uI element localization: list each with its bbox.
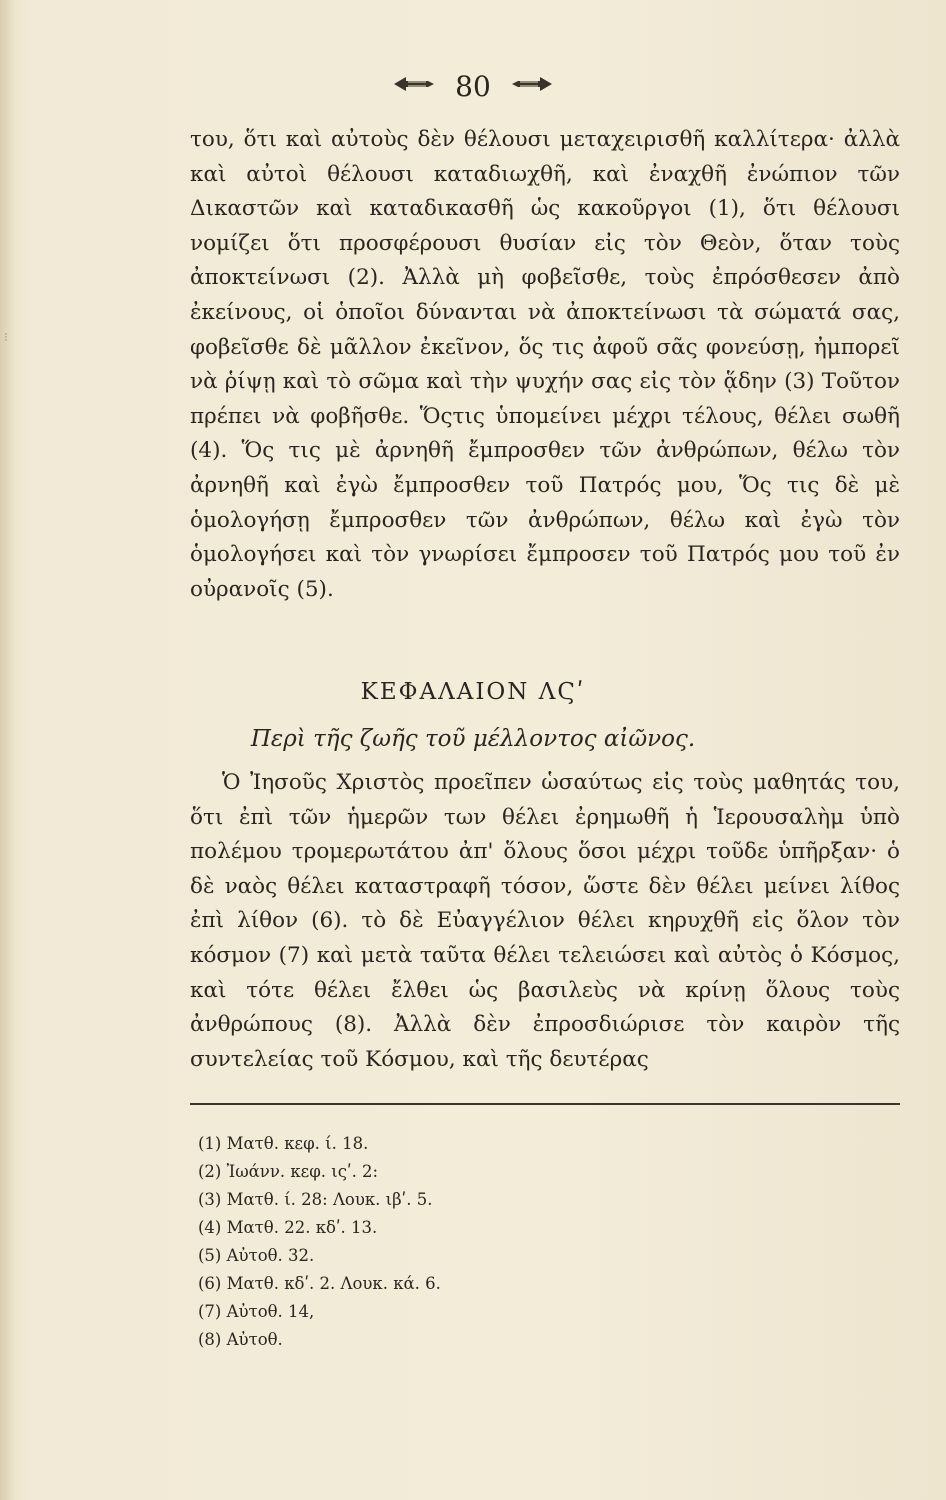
chapter-subtitle: Περὶ τῆς ζωῆς τοῦ μέλλοντος αἰῶνος. [250,726,696,752]
footnote: (6) Ματθ. κδʹ. 2. Λουκ. κά. 6. [198,1274,441,1293]
footnote: (7) Αὐτοθ. 14, [198,1302,315,1321]
footnote: (8) Αὐτοθ. [198,1330,283,1349]
footnote-divider [190,1103,900,1105]
body-paragraph-continued: του, ὅτι καὶ αὐτοὺς δὲν θέλουσι μεταχειρισθῆ καλλίτερα· ἀλλὰ καὶ αὐτοὶ θέλουσι καταδιωχθῆ, καὶ ἐναχθῆ ἐνώπιον τῶν Δικαστῶν καὶ καταδικασθῆ ὡς κακοῦργοι (1), ὅτι θέλουσι νομίζει ὅτι προσφέρουσι θυσίαν εἰς τὸν Θεὸν, ὅταν τοὺς ἀποκτείνωσι (2). Ἀλλὰ μὴ φοβεῖσθε, τοὺς ἐπρόσθεσεν ἀπὸ ἐκείνους, οἱ ὁποῖοι δύνανται νὰ ἀποκτείνωσι τὰ σώματά σας, φοβεῖσθε δὲ μᾶλλον ἐκεῖνον, ὅς τις ἀφοῦ σᾶς φονεύσῃ, ἠμπορεῖ νὰ ῥίψῃ καὶ τὸ σῶμα καὶ τὴν ψυχήν σας εἰς τὸν ᾅδην (3) Τοῦτον πρέπει νὰ φοβῆσθε. Ὅςτις ὑπομείνει μέχρι τέλους, θέλει σωθῆ (4). Ὅς τις μὲ ἀρνηθῆ ἔμπροσθεν τῶν ἀνθρώπων, θέλω τὸν ἀρνηθῆ καὶ ἐγὼ ἔμπροσθεν τοῦ Πατρός μου, Ὅς τις δὲ μὲ ὁμολογήσῃ ἔμπροσθεν τῶν ἀνθρώπων, θέλω καὶ ἐγὼ τὸν ὁμολογήσει καὶ τὸν γνωρίσει ἔμπροσεν τοῦ Πατρός μου τοῦ ἐν οὐρανοῖς (5). [190,127,900,602]
margin-mark: ⁝ [4,330,8,344]
page-header [0,70,946,110]
footnote: (1) Ματθ. κεφ. ί. 18. [198,1134,369,1153]
footnotes [198,1130,798,1354]
right-ornament-icon [510,73,554,101]
footnote: (4) Ματθ. 22. κδʹ. 13. [198,1218,378,1237]
footnote: (2) Ἰωάνν. κεφ. ιςʹ. 2: [198,1162,379,1181]
left-ornament-icon [392,73,436,101]
body-paragraph-chapter: Ὁ Ἰησοῦς Χριστὸς προεῖπεν ὡσαύτως εἰς τοὺς μαθητάς του, ὅτι ἐπὶ τῶν ἡμερῶν των θέλει ἐρημωθῆ ἡ Ἱερουσαλὴμ ὑπὸ πολέμου τρομερωτάτου ἀπ' ὅλους ὅσοι μέχρι τοῦδε ὑπῆρξαν· ὁ δὲ ναὸς θέλει καταστραφῆ τόσον, ὥστε δὲν θέλει μείνει λίθος ἐπὶ λίθον (6). τὸ δὲ Εὐαγγέλιον θέλει κηρυχθῆ εἰς ὅλον τὸν κόσμον (7) καὶ μετὰ ταῦτα θέλει τελειώσει καὶ αὐτὸς ὁ Κόσμος, καὶ τότε θέλει ἔλθει ὡς βασιλεὺς νὰ κρίνῃ ὅλους τοὺς ἀνθρώπους (8). Ἀλλὰ δὲν ἐπροσδιώρισε τὸν καιρὸν τῆς συντελείας τοῦ Κόσμου, καὶ τῆς δευτέρας [190,770,900,1072]
chapter-title: ΚΕΦΑΛΑΙΟΝ ΛϚʹ [360,679,586,705]
page-number: 80 [455,70,491,103]
footnote: (5) Αὐτοθ. 32. [198,1246,315,1265]
footnote: (3) Ματθ. ί. 28: Λουκ. ιβʹ. 5. [198,1190,433,1209]
